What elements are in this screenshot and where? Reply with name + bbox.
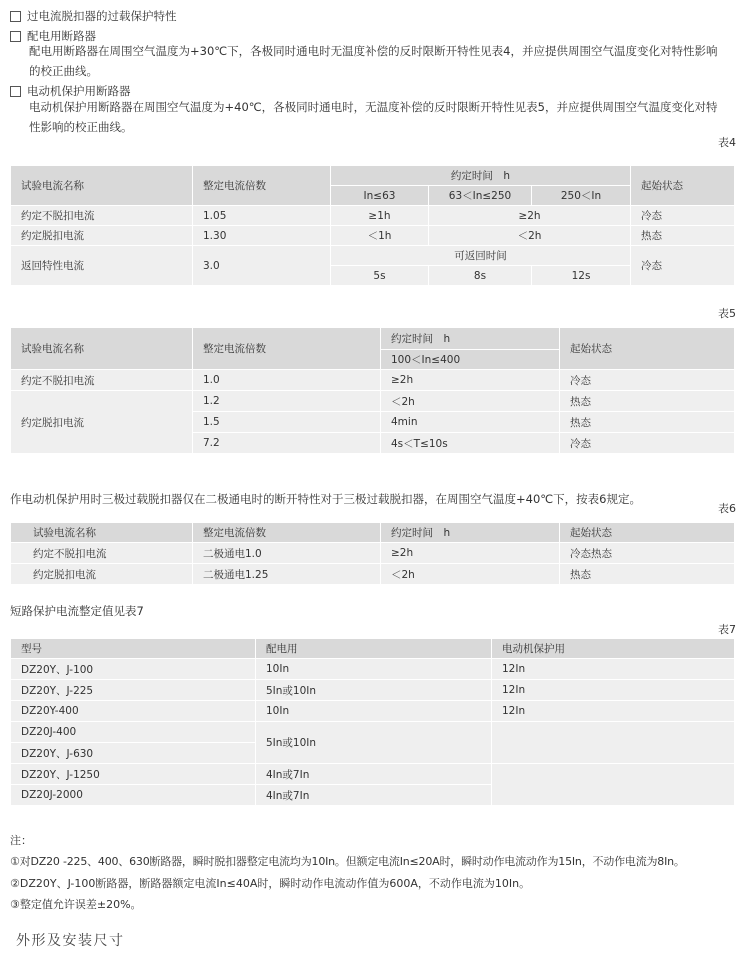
cell-motor	[492, 764, 735, 806]
table7-label: 表7	[718, 623, 736, 636]
table6-label: 表6	[718, 502, 736, 515]
checkbox-icon	[10, 11, 21, 22]
table-row	[11, 722, 735, 743]
cell-name: 约定脱扣电流	[11, 391, 193, 454]
cell-model: DZ20Y、J-100	[11, 659, 256, 680]
table-row	[11, 564, 735, 585]
header-name: 试验电流名称	[11, 166, 193, 206]
cell-state: 冷态	[631, 206, 735, 226]
cell-return-label: 可返回时间	[331, 246, 631, 266]
cell-return-time: 8s	[429, 266, 532, 286]
note-item: ③整定值允许误差±20%。	[10, 898, 142, 911]
cell-model: DZ20J-2000	[11, 785, 256, 806]
cell-time: ≥2h	[429, 206, 631, 226]
table7	[10, 638, 735, 806]
header-sub: 63＜In≤250	[429, 186, 532, 206]
footer-heading: 外形及安装尺寸	[16, 933, 125, 949]
table5	[10, 327, 735, 454]
cell-multiple: 1.2	[193, 391, 381, 412]
header-sub: In≤63	[331, 186, 429, 206]
table6-intro: 作电动机保护用时三极过载脱扣器仅在二极通电时的断开特性对于三极过载脱扣器，在周围空气温度+40℃下，按表6规定。	[10, 492, 641, 506]
table-row	[11, 370, 735, 391]
header-model: 型号	[11, 639, 256, 659]
header-distribution: 配电用	[256, 639, 492, 659]
section-title: 电动机保护用断路器	[27, 84, 131, 98]
cell-state: 冷态热态	[560, 543, 735, 564]
cell-distribution: 10In	[256, 701, 492, 722]
cell-name: 返回特性电流	[11, 246, 193, 286]
cell-motor: 12In	[492, 701, 735, 722]
notes-title: 注：	[10, 834, 32, 847]
cell-motor: 12In	[492, 680, 735, 701]
table-row	[11, 659, 735, 680]
table-row	[11, 701, 735, 722]
table-row	[11, 246, 735, 266]
table-row	[11, 391, 735, 412]
cell-name: 约定不脱扣电流	[11, 543, 193, 564]
cell-multiple: 二极通电1.0	[193, 543, 381, 564]
cell-distribution: 10In	[256, 659, 492, 680]
cell-state: 热态	[631, 226, 735, 246]
cell-model: DZ20Y-400	[11, 701, 256, 722]
table-row	[11, 680, 735, 701]
cell-return-time: 5s	[331, 266, 429, 286]
note-item: ②DZ20Y、J-100断路器，断路器额定电流In≤40A时，瞬时动作电流动作值为600A，不动作电流为10In。	[10, 877, 531, 890]
cell-multiple: 二极通电1.25	[193, 564, 381, 585]
header-name: 试验电流名称	[11, 328, 193, 370]
table-row	[11, 226, 735, 246]
cell-time: 4s＜T≤10s	[381, 433, 560, 454]
header-time: 约定时间 h	[381, 328, 560, 350]
table6	[10, 522, 735, 585]
cell-distribution: 5In或10In	[256, 680, 492, 701]
cell-distribution: 5In或10In	[256, 722, 492, 764]
cell-multiple: 1.0	[193, 370, 381, 391]
cell-motor	[492, 722, 735, 764]
cell-state: 热态	[560, 391, 735, 412]
cell-name: 约定脱扣电流	[11, 226, 193, 246]
section-title: 过电流脱扣器的过载保护特性	[27, 9, 177, 23]
motor-paragraph	[29, 97, 749, 137]
table-row	[11, 206, 735, 226]
cell-name: 约定不脱扣电流	[11, 370, 193, 391]
cell-multiple: 7.2	[193, 433, 381, 454]
header-motor: 电动机保护用	[492, 639, 735, 659]
header-multiple: 整定电流倍数	[193, 523, 381, 543]
cell-multiple: 1.30	[193, 226, 331, 246]
checkbox-icon	[10, 31, 21, 42]
paragraph-line: 电动机保护用断路器在周围空气温度为+40℃，各极同时通电时，无温度补偿的反时限断开特性见表5，并应提供周围空气温度变化对特	[29, 100, 718, 114]
cell-time: ＜2h	[429, 226, 631, 246]
header-multiple: 整定电流倍数	[193, 328, 381, 370]
note-item: ①对DZ20 -225、400、630断路器，瞬时脱扣器整定电流均为10In。但额定电流In≤20A时，瞬时动作电流动作为15In，不动作电流为8In。	[10, 855, 685, 868]
cell-model: DZ20Y、J-1250	[11, 764, 256, 785]
cell-state: 热态	[560, 564, 735, 585]
header-state: 起始状态	[560, 523, 735, 543]
cell-state: 冷态	[631, 246, 735, 286]
header-state: 起始状态	[631, 166, 735, 206]
paragraph-line: 的校正曲线。	[29, 64, 98, 78]
cell-time: ≥2h	[381, 543, 560, 564]
cell-multiple: 3.0	[193, 246, 331, 286]
section-overload-heading	[10, 8, 177, 24]
cell-time: ≥1h	[331, 206, 429, 226]
table7-intro: 短路保护电流整定值见表7	[10, 604, 144, 618]
section-title: 配电用断路器	[27, 29, 96, 43]
cell-return-time: 12s	[532, 266, 631, 286]
checkbox-icon	[10, 86, 21, 97]
cell-state: 冷态	[560, 433, 735, 454]
cell-model: DZ20Y、J-630	[11, 743, 256, 764]
cell-multiple: 1.5	[193, 412, 381, 433]
header-time: 约定时间 h	[381, 523, 560, 543]
cell-state: 冷态	[560, 370, 735, 391]
header-state: 起始状态	[560, 328, 735, 370]
cell-time: ＜2h	[381, 564, 560, 585]
cell-multiple: 1.05	[193, 206, 331, 226]
table4	[10, 165, 735, 286]
paragraph-line: 性影响的校正曲线。	[29, 120, 133, 134]
cell-distribution: 4In或7In	[256, 764, 492, 785]
header-time: 约定时间 h	[331, 166, 631, 186]
cell-name: 约定不脱扣电流	[11, 206, 193, 226]
cell-time: ＜2h	[381, 391, 560, 412]
cell-state: 热态	[560, 412, 735, 433]
table-row	[11, 543, 735, 564]
cell-time: ≥2h	[381, 370, 560, 391]
cell-time: 4min	[381, 412, 560, 433]
header-sub: 100＜In≤400	[381, 350, 560, 370]
table4-label: 表4	[718, 136, 736, 149]
cell-time: ＜1h	[331, 226, 429, 246]
table-row	[11, 764, 735, 785]
cell-name: 约定脱扣电流	[11, 564, 193, 585]
header-name: 试验电流名称	[11, 523, 193, 543]
cell-model: DZ20J-400	[11, 722, 256, 743]
cell-model: DZ20Y、J-225	[11, 680, 256, 701]
paragraph-line: 配电用断路器在周围空气温度为+30℃下，各极同时通电时无温度补偿的反时限断开特性见表4，并应提供周围空气温度变化对特性影响	[29, 44, 718, 58]
cell-distribution: 4In或7In	[256, 785, 492, 806]
distribution-paragraph	[29, 41, 749, 81]
cell-motor: 12In	[492, 659, 735, 680]
header-sub: 250＜In	[532, 186, 631, 206]
table5-label: 表5	[718, 307, 736, 320]
header-multiple: 整定电流倍数	[193, 166, 331, 206]
